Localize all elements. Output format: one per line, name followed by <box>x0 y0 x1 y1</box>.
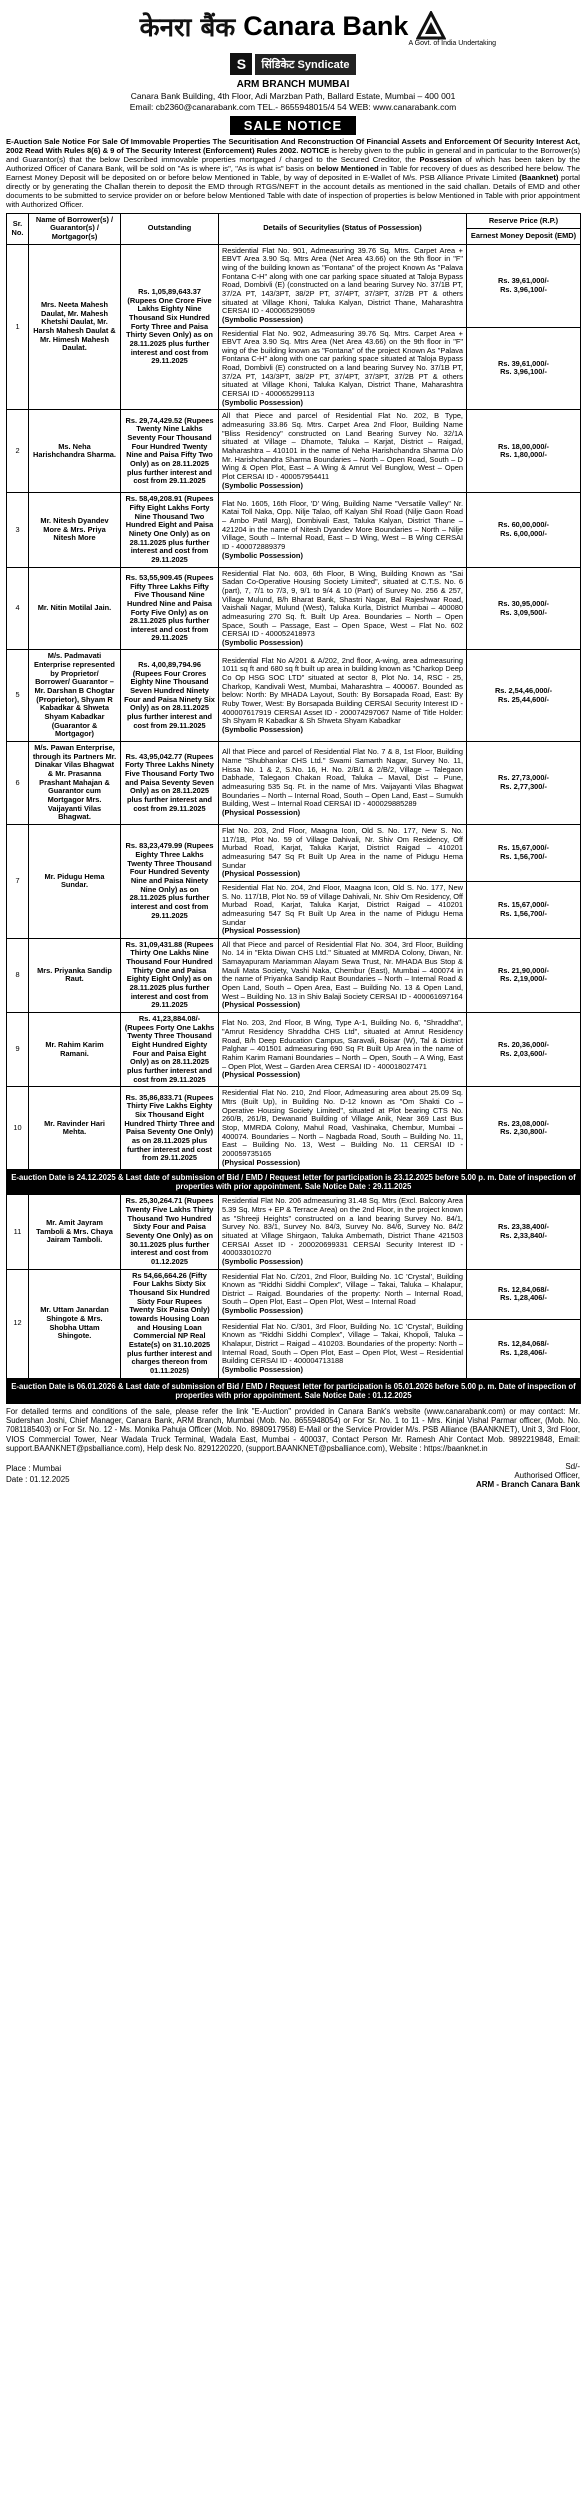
possession-status: (Physical Possession) <box>222 926 301 936</box>
reserve-emd-cell <box>467 1013 581 1087</box>
sale-notice-page <box>6 4 580 1489</box>
branch-name: ARM BRANCH MUMBAI <box>236 79 350 90</box>
reserve-emd-cell <box>467 567 581 650</box>
emd-amount: Rs. 2,33,840/- <box>500 1231 547 1241</box>
property-details: Residential Flat No. 206 admeasuring 31.48 Sq. Mtrs (Excl. Balcony Area 5.39 Sq. Mtrs + EP & Terrace Area) on the 2nd Floor, in the project known as "Shreeji Heights" constructed on a land bearing Survey No. 84/1, Survey No. 83/1, Survey No. 84/3, Survey No. 84/6, Survey No. 84/2 situated at Village Shirgaon, Taluka Ambernath, District Thane 421503 CERSAI Asset ID - 200020699331 CERSAI Security Interest ID - 400033010270 <box>222 1196 463 1258</box>
reserve-emd-cell <box>467 881 581 938</box>
property-details-cell <box>219 1195 467 1269</box>
possession-status: (Physical Possession) <box>222 1000 301 1010</box>
sr-cell: 6 <box>7 742 29 825</box>
property-details: Flat No. 203, 2nd Floor, Maagna Icon, Old S. No. 177, New S. No. 117/1B, Plot No. 59 of Village Dahivali, Nr. Shiv Om Residency, Off Murbad Road, Karjat, Taluka Karjat, District Raigad – 410201 admeasuring 547 Sq Ft Built Up Area in the name of Pidugu Hema Sundar <box>222 825 463 870</box>
syndicate-mark-icon: S <box>230 53 252 75</box>
outstanding-cell: Rs. 41,23,884.08/- (Rupees Forty One Lakhs Twenty Three Thousand Eight Hundred Eighty Four and Paisa Eight Only) as on 28.11.2025 plus further interest and cost from 29.11.2025 <box>121 1013 219 1087</box>
emd-amount: Rs. 1,28,406/- <box>500 1293 547 1303</box>
reserve-price: Rs. 23,38,400/- <box>498 1222 549 1232</box>
col-reserve: Reserve Price (R.P.) <box>467 213 581 228</box>
outstanding-cell: Rs. 35,86,833.71 (Rupees Thirty Five Lakhs Eighty Six Thousand Eight Hundred Thirty Three and Paisa Seventy One Only) as on 28.11.2025 plus further interest and cost from 29.11.2025 <box>121 1087 219 1170</box>
property-details: Residential Flat No A/201 & A/202, 2nd floor, A-wing, area admeasuring 1011 sq ft and 680 sq ft built up area in building known as "Charkop Deep Co Op HSG SOC LTD" situated at sector 8, Plot No. 14, RSC - 25, Charkop, Kandivali West, Mumbai, Maharashtra – 400067. Bounded as below: North: By MHADA Layout, South: By Borsapada Road, East: By Ruby Tower, West: By Borsapada Building CERSAI Security Interest ID - 400007617919 CERSAI Asset ID - 200074297067 Name of Title Holder: Sh Shyam R Kabadkar & Sh Shweta Shyam Kabadkar <box>222 655 463 726</box>
date: Date : 01.12.2025 <box>6 1474 70 1484</box>
col-sr: Sr. No. <box>7 213 29 244</box>
reserve-price: Rs. 15,67,000/- <box>498 843 549 853</box>
property-details-cell <box>219 824 467 881</box>
signature-block <box>6 1462 580 1489</box>
emd-amount: Rs. 1,80,000/- <box>500 450 547 460</box>
notice-header <box>6 4 580 135</box>
auction-table <box>6 213 581 1404</box>
possession-status: (Symbolic Possession) <box>222 314 303 324</box>
reserve-price: Rs. 60,00,000/- <box>498 520 549 530</box>
reserve-price: Rs. 23,08,000/- <box>498 1118 549 1128</box>
sr-cell: 12 <box>7 1269 29 1378</box>
table-row <box>7 1195 581 1269</box>
auction-band-1 <box>7 1170 581 1195</box>
outstanding-cell: Rs. 31,09,431.88 (Rupees Thirty One Lakhs Nine Thousand Four Hundred Thirty One and Paisa Eighty Eight Only) as on 28.11.2025 plus further interest and cost from 29.11.2025 <box>121 938 219 1012</box>
borrower-cell: Mr. Uttam Janardan Shingote & Mrs. Shobha Uttam Shingote. <box>29 1269 121 1378</box>
borrower-cell: M/s. Padmavati Enterprise represented by Proprietor/ Borrower/ Guarantor – Mr. Darshan B Chogtar (Proprietor), Shyam R Kabadkar & Shweta Shyam Kabadkar (Guarantor & Mortgagor) <box>29 650 121 742</box>
sr-cell: 10 <box>7 1087 29 1170</box>
reserve-price: Rs. 12,84,068/- <box>498 1284 549 1294</box>
possession-status: (Symbolic Possession) <box>222 1257 303 1267</box>
property-details: Flat No. 1605, 16th Floor, 'D' Wing, Building Name "Versatile Valley" Nr. Katai Toll Naka, Opp. Nilje Talao, off Kalyan Shil Road (Nilje Gaon Road – Ambo Patil Marg), Dombivali East, Taluka Kalyan, District Thane – 421204 in the name of Nitesh Dyandev More Boundaries – North – Nilje Village, South – Internal Road, East – D Wing, West – B Wing CERSAI ID - 400072889379 <box>222 498 463 551</box>
possession-status: (Physical Possession) <box>222 1070 301 1080</box>
bank-name: Canara Bank <box>243 10 409 41</box>
property-details-cell <box>219 327 467 410</box>
property-details-cell <box>219 881 467 938</box>
borrower-cell: Mrs. Neeta Mahesh Daulat, Mr. Mahesh Khetshi Daulat, Mr. Harsh Mahesh Daulat & Mr. Himesh Mahesh Daulat. <box>29 244 121 410</box>
table-row <box>7 938 581 1012</box>
table-row <box>7 1087 581 1170</box>
table-row <box>7 567 581 650</box>
possession-status: (Physical Possession) <box>222 807 301 817</box>
possession-status: (Physical Possession) <box>222 869 301 879</box>
reserve-emd-cell <box>467 1319 581 1378</box>
outstanding-cell: Rs. 4,00,89,794.96 (Rupees Four Crores Eighty Nine Thousand Seven Hundred Ninety Four and Paisa Ninety Six Only) as on 28.11.2025 plus further interest and cost from 29.11.2025 <box>121 650 219 742</box>
table-row <box>7 1013 581 1087</box>
reserve-price: Rs. 39,61,000/- <box>498 358 549 368</box>
property-details-cell <box>219 742 467 825</box>
property-details: Residential Flat No. C/301, 3rd Floor, Building No. 1C 'Crystal', Building Known as "Riddhi Siddhi Complex", Village – Takai, Khopoli, Taluka – Khalapur, District – Raigad – 410203. Boundaries of the property: North – Internal Road, South – Open Plot, East – Open Plot, West – Residential Building CERSAI ID - 400004713188 <box>222 1321 463 1366</box>
table-row <box>7 244 581 327</box>
borrower-cell: Mr. Amit Jayram Tamboli & Mrs. Chaya Jairam Tamboli. <box>29 1195 121 1269</box>
outstanding-cell: Rs. 43,95,042.77 (Rupees Forty Three Lakhs Ninety Five Thousand Forty Two and Paisa Seventy Seven Only) as on 28.11.2025 plus further interest and cost from 29.11.2025 <box>121 742 219 825</box>
property-details-cell <box>219 244 467 327</box>
property-details: Residential Flat No. 204, 2nd Floor, Maagna Icon, Old S. No. 177, New S. No. 117/1B, Plot No. 59 of Village Dahivali, Nr. Shiv Om Residency, Off Murbad Road, Karjat, Taluka Karjat, District Raigad – 410201 admeasuring 547 Sq Ft Built Up Area in the name of Pidugu Hema Sundar <box>222 882 463 927</box>
possession-status: (Symbolic Possession) <box>222 1364 303 1374</box>
property-details: Residential Flat No. 901, Admeasuring 39.76 Sq. Mtrs. Carpet Area + EBVT Area 3.90 Sq. Mtrs Area (Net Area 43.66) on the 9th floor in "F" wing of the building known as "Fontana" of the project Known As "Palava Fontana C-H" along with one car parking space situated at Taloja Bypass Road, Dombivli (E) (constructed on a land bearing Survey No. 37/1B PT, 37/2A PT, 143/3PT, 38/2P PT, 37/4PT, 37/3PT, 37/2B PT & others situated at Village Khoni, Taluka Kalyan, District Thane, Maharashtra CERSAI ID - 400065299059 <box>222 245 463 316</box>
table-body-set2 <box>7 1195 581 1378</box>
sr-cell: 1 <box>7 244 29 410</box>
outstanding-cell: Rs. 58,49,208.91 (Rupees Fifty Eight Lakhs Forty Nine Thousand Two Hundred Eight and Paisa Ninety One Only) as on 28.11.2025 plus further interest and cost from 29.11.2025 <box>121 493 219 567</box>
auction-date-band-2: E-auction Date is 06.01.2026 & Last date of submission of Bid / EMD / Request letter for participation is 05.01.2026 before 5.00 p. m. Date of inspection of properties with prior appointment. Sale Notice Date : 01.12.2025 <box>7 1378 581 1403</box>
place-date <box>6 1462 70 1489</box>
table-row <box>7 650 581 742</box>
outstanding-cell: Rs. 53,55,909.45 (Rupees Fifty Three Lakhs Fifty Five Thousand Nine Hundred Nine and Paisa Forty Five Only) as on 28.11.2025 plus further interest and cost from 29.11.2025 <box>121 567 219 650</box>
sr-cell: 8 <box>7 938 29 1012</box>
emd-amount: Rs. 3,96,100/- <box>500 284 547 294</box>
borrower-cell: Mr. Pidugu Hema Sundar. <box>29 824 121 938</box>
possession-status: (Symbolic Possession) <box>222 397 303 407</box>
reserve-price: Rs. 30,95,000/- <box>498 598 549 608</box>
reserve-emd-cell <box>467 493 581 567</box>
property-details-cell <box>219 567 467 650</box>
reserve-emd-cell <box>467 1087 581 1170</box>
property-details: Flat No. 203, 2nd Floor, B Wing, Type A-1, Building No. 6, "Shraddha", "Amrut Residency Shraddha CHS Ltd", situated at Amrut Residency Road, B/h Deep Education Campus, Saravali, Boisar (W), Tal & District Palghar – 401501 admeasuring 690 Sq Ft Built Up Area in the name of Rahim Karim Ramani Boundaries – North – Open, South – A Wing, East – Open Plot, West – Garden Area CERSAI ID - 400018027471 <box>222 1018 463 1071</box>
property-details-cell <box>219 493 467 567</box>
possession-status: (Symbolic Possession) <box>222 725 303 735</box>
reserve-price: Rs. 18,00,000/- <box>498 441 549 451</box>
table-row <box>7 824 581 881</box>
authorised-signatory <box>476 1462 580 1489</box>
table-row <box>7 493 581 567</box>
auction-date-band-1: E-auction Date is 24.12.2025 & Last date of submission of Bid / EMD / Request letter for participation is 23.12.2025 before 5.00 p. m. Date of inspection of properties with prior appointment. Sale Notice Date : 29.11.2025 <box>7 1170 581 1195</box>
outstanding-cell: Rs. 1,05,89,643.37 (Rupees One Crore Five Lakhs Eighty Nine Thousand Six Hundred Forty Three and Paisa Thirty Seven Only) as on 28.11.2025 plus further interest and cost from 29.11.2025 <box>121 244 219 410</box>
branch-contact: Email: cb2360@canarabank.com TEL.- 8655948015/4 54 WEB: www.canarabank.com <box>129 102 457 112</box>
emd-amount: Rs. 2,19,000/- <box>500 974 547 984</box>
property-details-cell <box>219 1269 467 1319</box>
reserve-emd-cell <box>467 327 581 410</box>
property-details: Residential Flat No. 603, 6th Floor, B Wing, Building Known as "Sai Sadan Co-Operative Housing Society Limited", situated at C.T.S. No. 6 (part), 7, 7/1 to 7/3, 9, 9/1 to 9/4 & 10 (Part) of Survey No. 256 & 257, Village Mulund, B/h Bharat Bank, Shastri Nagar, Bal Rajeshwar Road, Vaishali Nagar, Mulund (West), Taluka Kurla, District Mumbai – 400080 admeasuring 270 Sq. ft. Built Up Area. Boundaries – North – Open Space, South – Passage, East – Open Space, West – Flat No. 602 CERSAI ID - 400052418973 <box>222 568 463 639</box>
borrower-cell: Mrs. Priyanka Sandip Raut. <box>29 938 121 1012</box>
reserve-emd-cell <box>467 244 581 327</box>
emd-amount: Rs. 2,03,600/- <box>500 1048 547 1058</box>
emd-amount: Rs. 3,09,500/- <box>500 607 547 617</box>
sr-cell: 5 <box>7 650 29 742</box>
property-details: All that Piece and parcel of Residential Flat No. 304, 3rd Floor, Building No. 14 in "Ekta Diwan CHS Ltd." Situated at MMRDA Colony, Diwan, Nr. Samayapuram Mariamman Alayam Sewa Trust, Nr. MHADA Bus Stop & Mauli Mata Society, Vashi Naka, Chembur (East), Mumbai – 400074 in the name of Priyanka Sandip Raut Boundaries – North – Internal Road & Open Land, South – Open Area, East – Building No. 13 & Open Land, West – Building No. 13 in Shiv Balaji Society CERSAI ID - 400061697164 <box>222 939 463 1001</box>
emd-amount: Rs. 25,44,600/- <box>498 694 549 704</box>
property-details: Residential Flat No. 210, 2nd Floor, Admeasuring area about 25.09 Sq. Mtrs (Built Up), in Building No. D-12 known as "Om Shakti Co – Operative Housing Society Limited", situated at Plot bearing CTS No. 260/B, 261/B, Dewanand Building of Village Anik, Near 369 Last Bus Stop, MMRDA Colony, Mahul Road, Vashinaka, Chembur, Mumbai – 400074. Boundaries – North – Nagbada Road, South – Building No. 11, East – Building No. 13, West – Building No. 11 CERSAI ID - 200059735165 <box>222 1088 463 1158</box>
sr-cell: 2 <box>7 410 29 493</box>
possession-status: (Symbolic Possession) <box>222 550 303 560</box>
branch-address: Canara Bank Building, 4th Floor, Adi Marzban Path, Ballard Estate, Mumbai – 400 001 <box>130 91 456 101</box>
notice-intro: E-Auction Sale Notice For Sale Of Immovable Properties The Securitisation And Reconstruction Of Financial Assets and Enforcement Of Security Interest Act, 2002 Read With Rules 8(6) & 9 of The Security Interest (Enforcement) Rules 2002. NOTICE is hereby given to the public in general and in particular to the Borrower(s) and Guarantor(s) that the below Described immovable properties mortgaged / charged to the Secured Creditor, the Possession of which has been taken by the Authorized Officer of Canara Bank, will be sold on "As is where is", "As is what is" basis on below Mentioned in Table for recovery of dues as described here below. The Earnest Money Deposit will be deposited on or before below Mentioned in Table, by way of deposited in E-Wallet of M/s. PSB Alliance Private Limited (Baanknet) portal directly or by generating the Challan therein to deposit the EMD through RTGS/NEFT in the account details as mentioned in the said challan. Details of EMD and other documents to be submitted to service provider on or before below Mentioned Table with date of inspection of properties is below Mentioned in Table with prior appointment with Authorized Officer. <box>6 137 580 209</box>
reserve-price: Rs. 12,84,068/- <box>498 1338 549 1348</box>
outstanding-cell: Rs 54,66,664.26 (Fifty Four Lakhs Sixty Six Thousand Six Hundred Sixty Four Rupees Twenty Six Paisa Only) towards Housing Loan and Housing Loan Commercial NP Real Estate(s) on 31.10.2025 plus further interest and charges thereon from 01.11.2025) <box>121 1269 219 1378</box>
property-details-cell <box>219 938 467 1012</box>
auction-band-2 <box>7 1378 581 1403</box>
outstanding-cell: Rs. 25,30,264.71 (Rupees Twenty Five Lakhs Thirty Thousand Two Hundred Sixty Four and Paisa Seventy One Only) as on 30.11.2025 plus further interest and cost from 01.12.2025 <box>121 1195 219 1269</box>
sr-cell: 3 <box>7 493 29 567</box>
place: Place : Mumbai <box>6 1463 62 1473</box>
possession-status: (Symbolic Possession) <box>222 480 303 490</box>
reserve-price: Rs. 2,54,46,000/- <box>494 686 553 696</box>
property-details: All that Piece and parcel of Residential Flat No. 202, B Type, admeasuring 33.86 Sq. Mtrs. Carpet Area 2nd Floor, Building Name "Bliss Residency" constructed on Land Bearing Survey No. 32/1A situated at Village – Dhamote, Taluka – Karjat, District – Raigad, Maharashtra – 410101 in the name of Neha Harishchandra Sharma D/o Mr. Harishchandra Sharma Boundaries – North – Open Road, South – D Wing & Open Plot, East – A Wing & Amrut Vel Bunglow, West – Open Plot CERSAI ID - 400057954411 <box>222 411 463 481</box>
possession-status: (Symbolic Possession) <box>222 637 303 647</box>
reserve-price: Rs. 15,67,000/- <box>498 900 549 910</box>
reserve-emd-cell <box>467 410 581 493</box>
reserve-price: Rs. 39,61,000/- <box>498 275 549 285</box>
borrower-cell: Ms. Neha Harishchandra Sharma. <box>29 410 121 493</box>
reserve-price: Rs. 27,73,000/- <box>498 773 549 783</box>
borrower-cell: M/s. Pawan Enterprise, through its Partners Mr. Dinakar Vilas Bhagwat & Mr. Prasanna Prashant Mahajan & Guarantor cum Mortgagor Mrs. Vaijayanti Vilas Bhagwat. <box>29 742 121 825</box>
col-outstanding: Outstanding <box>121 213 219 244</box>
sr-cell: 7 <box>7 824 29 938</box>
bank-name-hindi: केनरा बैंक <box>139 13 236 43</box>
canara-emblem-icon <box>416 11 446 41</box>
table-body-set1 <box>7 244 581 1170</box>
branch-sign: ARM - Branch Canara Bank <box>475 1479 580 1489</box>
reserve-price: Rs. 20,36,000/- <box>498 1040 549 1050</box>
table-row <box>7 1269 581 1319</box>
bank-tagline: A Govt. of India Undertaking <box>408 40 496 47</box>
outstanding-cell: Rs. 29,74,429.52 (Rupees Twenty Nine Lakhs Seventy Four Thousand Four Hundred Twenty Nine and Paisa Fifty Two Only) as on 28.11.2025 plus further interest and cost from 29.11.2025 <box>121 410 219 493</box>
syndicate-label: सिंडिकेट Syndicate <box>255 54 355 75</box>
syndicate-logo <box>6 53 580 75</box>
emd-amount: Rs. 2,77,300/- <box>500 781 547 791</box>
emd-amount: Rs. 1,56,700/- <box>500 851 547 861</box>
sr-cell: 9 <box>7 1013 29 1087</box>
reserve-price: Rs. 21,90,000/- <box>498 965 549 975</box>
emd-amount: Rs. 1,56,700/- <box>500 908 547 918</box>
col-borrower: Name of Borrower(s) / Guarantor(s) / Mortgagor(s) <box>29 213 121 244</box>
emd-amount: Rs. 6,00,000/- <box>500 528 547 538</box>
emd-amount: Rs. 3,96,100/- <box>500 367 547 377</box>
borrower-cell: Mr. Nitin Motilal Jain. <box>29 567 121 650</box>
table-row <box>7 742 581 825</box>
notice-title: SALE NOTICE <box>230 116 356 135</box>
property-details-cell <box>219 410 467 493</box>
emd-amount: Rs. 2,30,800/- <box>500 1127 547 1137</box>
possession-status: (Symbolic Possession) <box>222 1306 303 1316</box>
borrower-cell: Mr. Rahim Karim Ramani. <box>29 1013 121 1087</box>
borrower-cell: Mr. Ravinder Hari Mehta. <box>29 1087 121 1170</box>
property-details-cell <box>219 1087 467 1170</box>
property-details-cell <box>219 1319 467 1378</box>
officer: Authorised Officer, <box>514 1470 580 1480</box>
reserve-emd-cell <box>467 650 581 742</box>
sr-cell: 4 <box>7 567 29 650</box>
outstanding-cell: Rs. 83,23,479.99 (Rupees Eighty Three Lakhs Twenty Three Thousand Four Hundred Seventy Nine and Paisa Ninety Nine Only) as on 28.11.2025 plus further interest and cost from 29.11.2025 <box>121 824 219 938</box>
reserve-emd-cell <box>467 1195 581 1269</box>
col-emd: Earnest Money Deposit (EMD) <box>467 229 581 244</box>
sd: Sd/- <box>565 1461 580 1471</box>
property-details-cell <box>219 1013 467 1087</box>
borrower-cell: Mr. Nitesh Dyandev More & Mrs. Priya Nitesh More <box>29 493 121 567</box>
reserve-emd-cell <box>467 742 581 825</box>
property-details: Residential Flat No. C/201, 2nd Floor, Building No. 1C 'Crystal', Building Known as "Riddhi Siddhi Complex", Village – Takai, Taluka – Khalapur, District – Raigad. Boundaries of the property: North – Internal Road, South – Open Plot, East – Open Plot, West – Internal Road <box>222 1271 463 1307</box>
reserve-emd-cell <box>467 1269 581 1319</box>
sr-cell: 11 <box>7 1195 29 1269</box>
col-details: Details of Securitylies (Status of Possession) <box>219 213 467 244</box>
property-details: All that Piece and parcel of Residential Flat No. 7 & 8, 1st Floor, Building Name "Shubhankar CHS Ltd." Swami Samarth Nagar, Survey No. 11, Hissa No. 1 & 2, S.No. 16, H. No. 2/B/1 & 2/B/2, Village – Talegaon Dabhade, Talegaon Chakan Road, Taluka – Maval, Dist – Pune, admeasuring 535 Sq. Ft. in the name of Mrs. Vaijayanti Vilas Bhagwat Boundaries – North – Internal Road, South – Open Land, East – Sumukh Building, West – Internal Road CERSAI ID - 400029885289 <box>222 747 463 809</box>
table-row <box>7 410 581 493</box>
terms-footer: For detailed terms and conditions of the sale, please refer the link "E-Auction" provided in Canara Bank's website (www.canarabank.com) or may contact: Mr. Sudershan Joshi, Chief Manager, Canara Bank, ARM Branch, Mumbai (Mob. No. 8655948054) or For Sr. No. 1 to 11 - Mrs. Kinjal Vishal Parmar officer, (Mob. No. 7081185403) or For Sr. No. 12 - Ms. Monika Pahuja Officer (Mob. No. 8980917958) E-Mail or the Service Provider M/s. PSB Alliance (BAANKNET), Unit 3, 3rd Floor, VIOS Commercial Tower, Near Wadala Truck Terminal, Wadala East, Mumbai - 400037, Contact Person Mr. Ramesh Ahir Contact Mob. 9892219848, Email: support.BAANKNET@psballiance.com), Help desk No. 8291220220, (support.BAANKNET@psballiance.com), Website : https://baanknet.in <box>6 1406 580 1454</box>
possession-status: (Physical Possession) <box>222 1157 301 1167</box>
reserve-emd-cell <box>467 938 581 1012</box>
property-details: Residential Flat No. 902, Admeasuring 39.76 Sq. Mtrs. Carpet Area + EBVT Area 3.90 Sq. Mtrs Area (Net Area 43.66) on the 9th floor in "F" wing of the building known as "Fontana" of the project Known As "Palava Fontana C-H" along with one car parking space situated at Taloja Bypass Road, Dombivli (E) constructed on a land bearing Survey No. 37/1B PT, 37/2A PT, 143/3PT, 38/2P PT, 37/4PT, 37/3PT, 37/2B PT & others situated at Village Khoni, Taluka Kalyan, District Thane, Maharashtra CERSAI ID - 400065299113 <box>222 328 463 399</box>
emd-amount: Rs. 1,28,406/- <box>500 1347 547 1357</box>
reserve-emd-cell <box>467 824 581 881</box>
property-details-cell <box>219 650 467 742</box>
